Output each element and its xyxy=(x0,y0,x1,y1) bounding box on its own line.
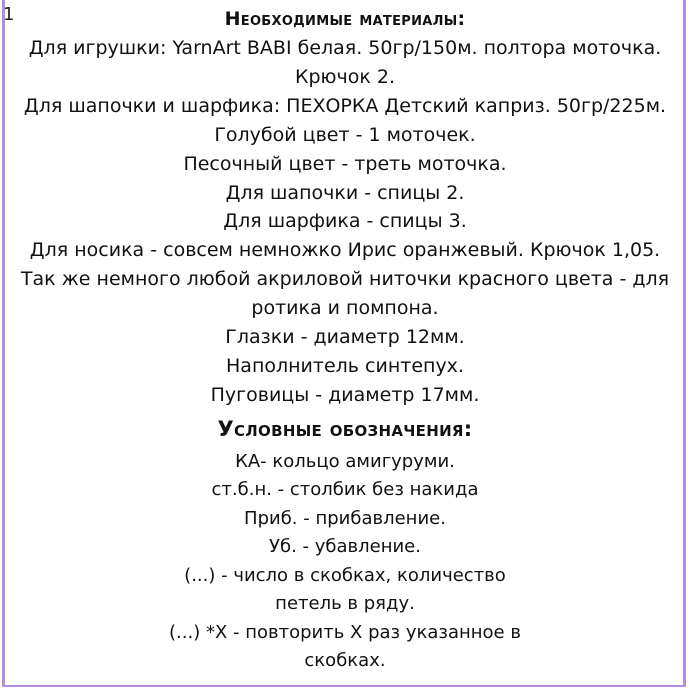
materials-line: Для шарфика - спицы 3. xyxy=(223,210,467,233)
materials-line: Наполнитель синтепух. xyxy=(226,354,464,377)
materials-list xyxy=(8,34,682,410)
legend-line: ст.б.н. - столбик без накида xyxy=(211,479,479,501)
legend-line: скобках. xyxy=(304,650,386,672)
legend-list xyxy=(8,448,682,676)
materials-line: Крючок 2. xyxy=(294,65,396,88)
materials-line: Пуговицы - диаметр 17мм. xyxy=(210,383,480,406)
materials-line: Для игрушки: YarnArt BABI белая. 50гр/150м. полтора моточка. xyxy=(28,37,662,59)
materials-line: Голубой цвет - 1 моточек. xyxy=(214,123,476,146)
materials-line: Для шапочки - спицы 2. xyxy=(225,181,465,204)
materials-heading: Необходимые материалы: xyxy=(224,8,466,30)
materials-line: Глазки - диаметр 12мм. xyxy=(225,326,465,349)
legend-line: (...) - число в скобках, количество xyxy=(184,564,506,586)
legend-line: Приб. - прибавление. xyxy=(244,507,446,529)
materials-line: Для носика - совсем немножко Ирис оранжевый. Крючок 1,05. xyxy=(29,239,661,262)
legend-line: (...) *Х - повторить Х раз указанное в xyxy=(169,621,521,643)
legend-line: КА- кольцо амигуруми. xyxy=(235,450,455,472)
materials-line: Для шапочки и шарфика: ПЕХОРКА Детский каприз. 50гр/225м. xyxy=(23,94,667,117)
materials-line: Песочный цвет - треть моточка. xyxy=(183,152,507,175)
materials-line: Так же немного любой акриловой ниточки красного цвета - для xyxy=(20,268,670,291)
legend-heading: Условные обозначения: xyxy=(217,416,473,441)
document-body xyxy=(8,6,682,676)
legend-line: Уб. - убавление. xyxy=(269,536,421,558)
materials-line: ротика и помпона. xyxy=(251,297,439,320)
page-number: 1 xyxy=(3,4,15,25)
legend-line: петель в ряду. xyxy=(275,593,415,615)
